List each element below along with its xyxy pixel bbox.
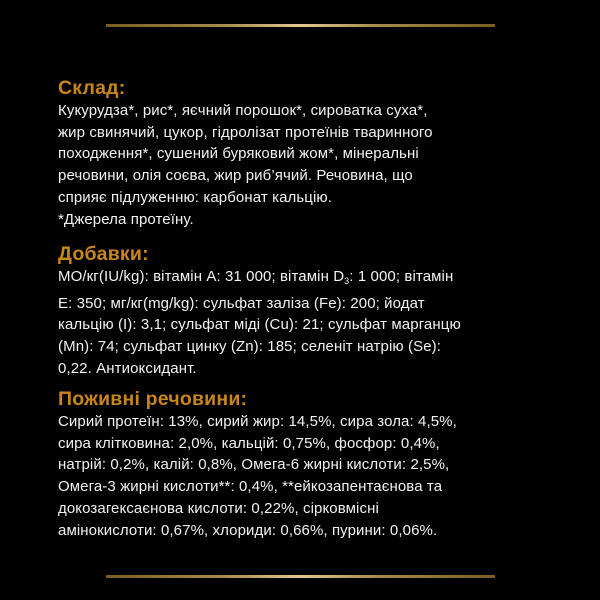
additives-line-pre: МО/кг(IU/kg): вітамін А: 31 000; вітамін D	[58, 268, 345, 285]
additives-text	[58, 266, 558, 380]
composition-heading: Склад:	[58, 77, 126, 99]
composition-text	[58, 100, 558, 230]
additives-heading: Добавки:	[58, 243, 149, 265]
composition-line: речовини, олія соєва, жир риб’ячий. Речовина, що	[58, 167, 413, 185]
nutrients-line: сира клітковина: 2,0%, кальцій: 0,75%, фосфор: 0,4%,	[58, 434, 440, 452]
composition-line: Кукурудза*, рис*, яєчний порошок*, сироватка суха*,	[58, 102, 428, 119]
nutrients-heading: Поживні речовини:	[58, 388, 248, 410]
additives-line-post: : 1 000; вітамін	[349, 268, 454, 285]
nutrients-line: докозагексаєнова кислоти: 0,22%, сірковмісні	[58, 499, 379, 517]
nutrients-section	[58, 387, 558, 541]
nutrients-line: амінокислоти: 0,67%, хлориди: 0,66%, пурини: 0,06%.	[58, 521, 438, 539]
composition-line: сприяє підлуженню: карбонат кальцію.	[58, 188, 333, 206]
composition-line: жир свинячий, цукор, гідролізат протеїнів тваринного	[58, 123, 433, 141]
composition-line: походження*, сушений буряковий жом*, мінеральні	[58, 145, 419, 163]
top-gold-divider	[106, 24, 495, 27]
additives-section	[58, 242, 558, 380]
additives-line	[58, 266, 558, 293]
additives-line: Е: 350; мг/кг(mg/kg): сульфат заліза (Fe): 200; йодат	[58, 294, 425, 312]
bottom-gold-divider	[106, 575, 495, 578]
nutrients-line: Сирий протеїн: 13%, сирий жир: 14,5%, сира зола: 4,5%,	[58, 413, 457, 430]
nutrients-text	[58, 411, 558, 541]
additives-line: кальцію (I): 3,1; сульфат міді (Cu): 21; сульфат марганцю	[58, 316, 461, 334]
composition-section	[58, 76, 558, 230]
additives-line: (Mn): 74; сульфат цинку (Zn): 185; селеніт натрію (Se):	[58, 338, 442, 356]
nutrients-line: Омега-3 жирні кислоти**: 0,4%, **ейкозапентаєнова та	[58, 478, 443, 496]
composition-footnote: *Джерела протеїну.	[58, 210, 194, 228]
additives-line: 0,22. Антиоксидант.	[58, 359, 197, 377]
nutrients-line: натрій: 0,2%, калій: 0,8%, Омега-6 жирні кислоти: 2,5%,	[58, 456, 450, 474]
vitamin-d-subscript: 3	[344, 276, 350, 286]
